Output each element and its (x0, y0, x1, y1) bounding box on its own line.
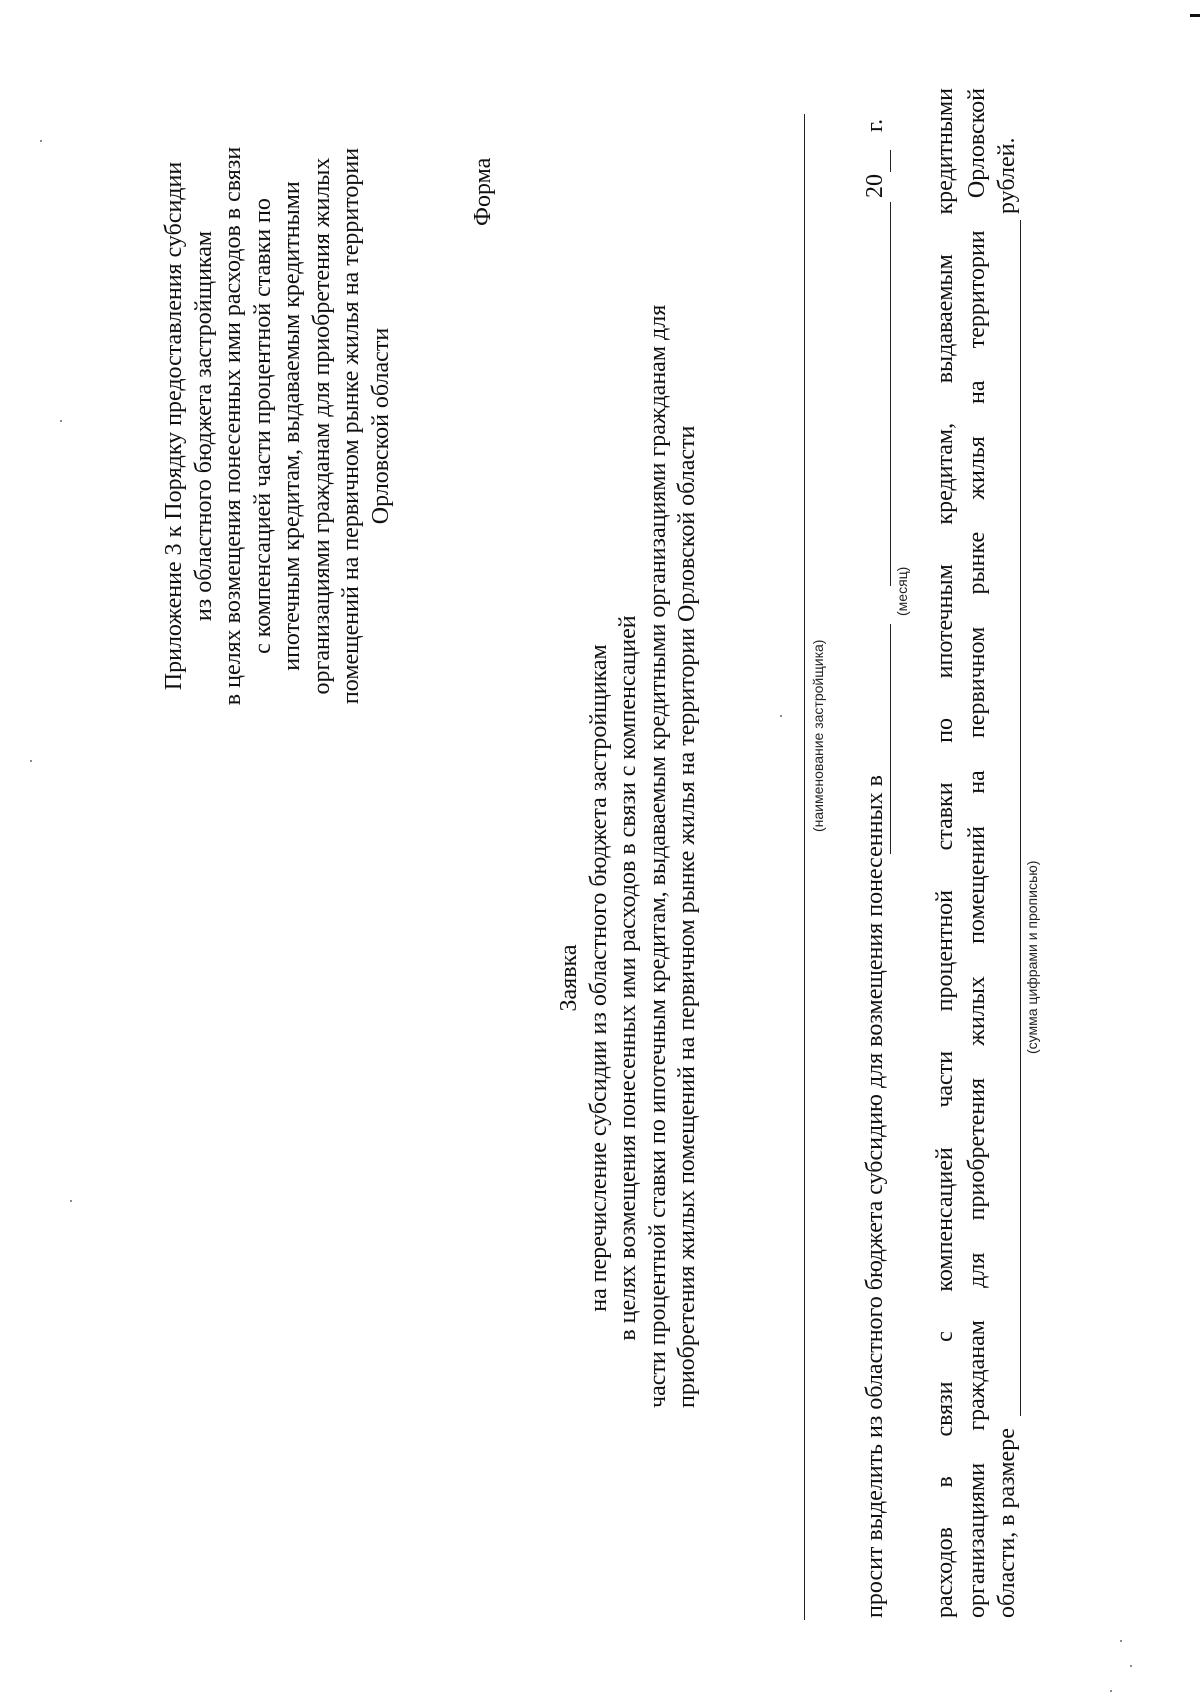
developer-name-caption: (наименование застройщика) (810, 639, 826, 832)
body-line: расходов в связи с компенсацией части процентной ставки по ипотечным кредитам, выдаваемым кредитными (932, 88, 958, 1618)
title-line: в целях возмещения понесенных ими расходов в связи с компенсацией (615, 615, 641, 1341)
amount-prefix: области, в размере (994, 1428, 1020, 1618)
appendix-header (160, 106, 396, 746)
appendix-line: организациями гражданам для приобретения жилых (308, 157, 335, 695)
appendix-line: из областного бюджета застройщикам (190, 230, 217, 622)
scan-edge-mark (1190, 14, 1200, 17)
body-line: организациями гражданам для приобретения жилых помещений на первичном рынке жилья на территории Орловской (964, 88, 990, 1618)
title-line: на перечисление субсидии из областного бюджета застройщикам (585, 644, 612, 1312)
form-label: Форма (470, 157, 496, 226)
scan-speck (30, 760, 32, 762)
amount-caption: (сумма цифрами и прописью) (1024, 860, 1040, 1054)
year-suffix: г. (862, 118, 888, 132)
month-caption: (месяц) (894, 566, 910, 616)
scan-speck (60, 420, 62, 422)
appendix-line: с компенсацией части процентной ставки по (249, 198, 276, 654)
scan-speck (1130, 1665, 1132, 1667)
document-title (555, 304, 703, 1408)
appendix-line: Приложение 3 к Порядку предоставления субсидии (161, 161, 187, 691)
appendix-line: ипотечным кредитам, выдаваемым кредитными (279, 181, 305, 671)
request-text: просит выделить из областного бюджета субсидию для возмещения понесенных в (862, 775, 888, 1618)
month-field-line-ext[interactable] (890, 202, 891, 586)
year-field-line[interactable] (890, 150, 891, 172)
scan-speck (70, 1200, 72, 1202)
title-line: приобретения жилых помещений на первичном рынке жилья на территории Орловской области (674, 425, 700, 1408)
appendix-line: помещений на первичном рынке жилья на территории (338, 147, 364, 705)
title-line: части процентной ставки по ипотечным кредитам, выдаваемым кредитными организациями гражданам для (644, 304, 671, 1408)
year-prefix: 20 (862, 174, 888, 198)
scan-speck (1120, 1640, 1122, 1642)
title-heading: Заявка (556, 944, 582, 1012)
scan-speck (40, 140, 42, 142)
amount-suffix: рублей. (994, 137, 1020, 214)
appendix-line: Орловской области (367, 327, 394, 525)
scan-speck (1110, 1690, 1112, 1692)
appendix-line: в целях возмещения понесенных ими расходов в связи (220, 146, 246, 706)
scan-speck (780, 715, 782, 717)
month-field-line[interactable] (890, 624, 891, 854)
developer-name-line[interactable] (804, 114, 805, 1620)
amount-field-line[interactable] (1020, 220, 1021, 1416)
